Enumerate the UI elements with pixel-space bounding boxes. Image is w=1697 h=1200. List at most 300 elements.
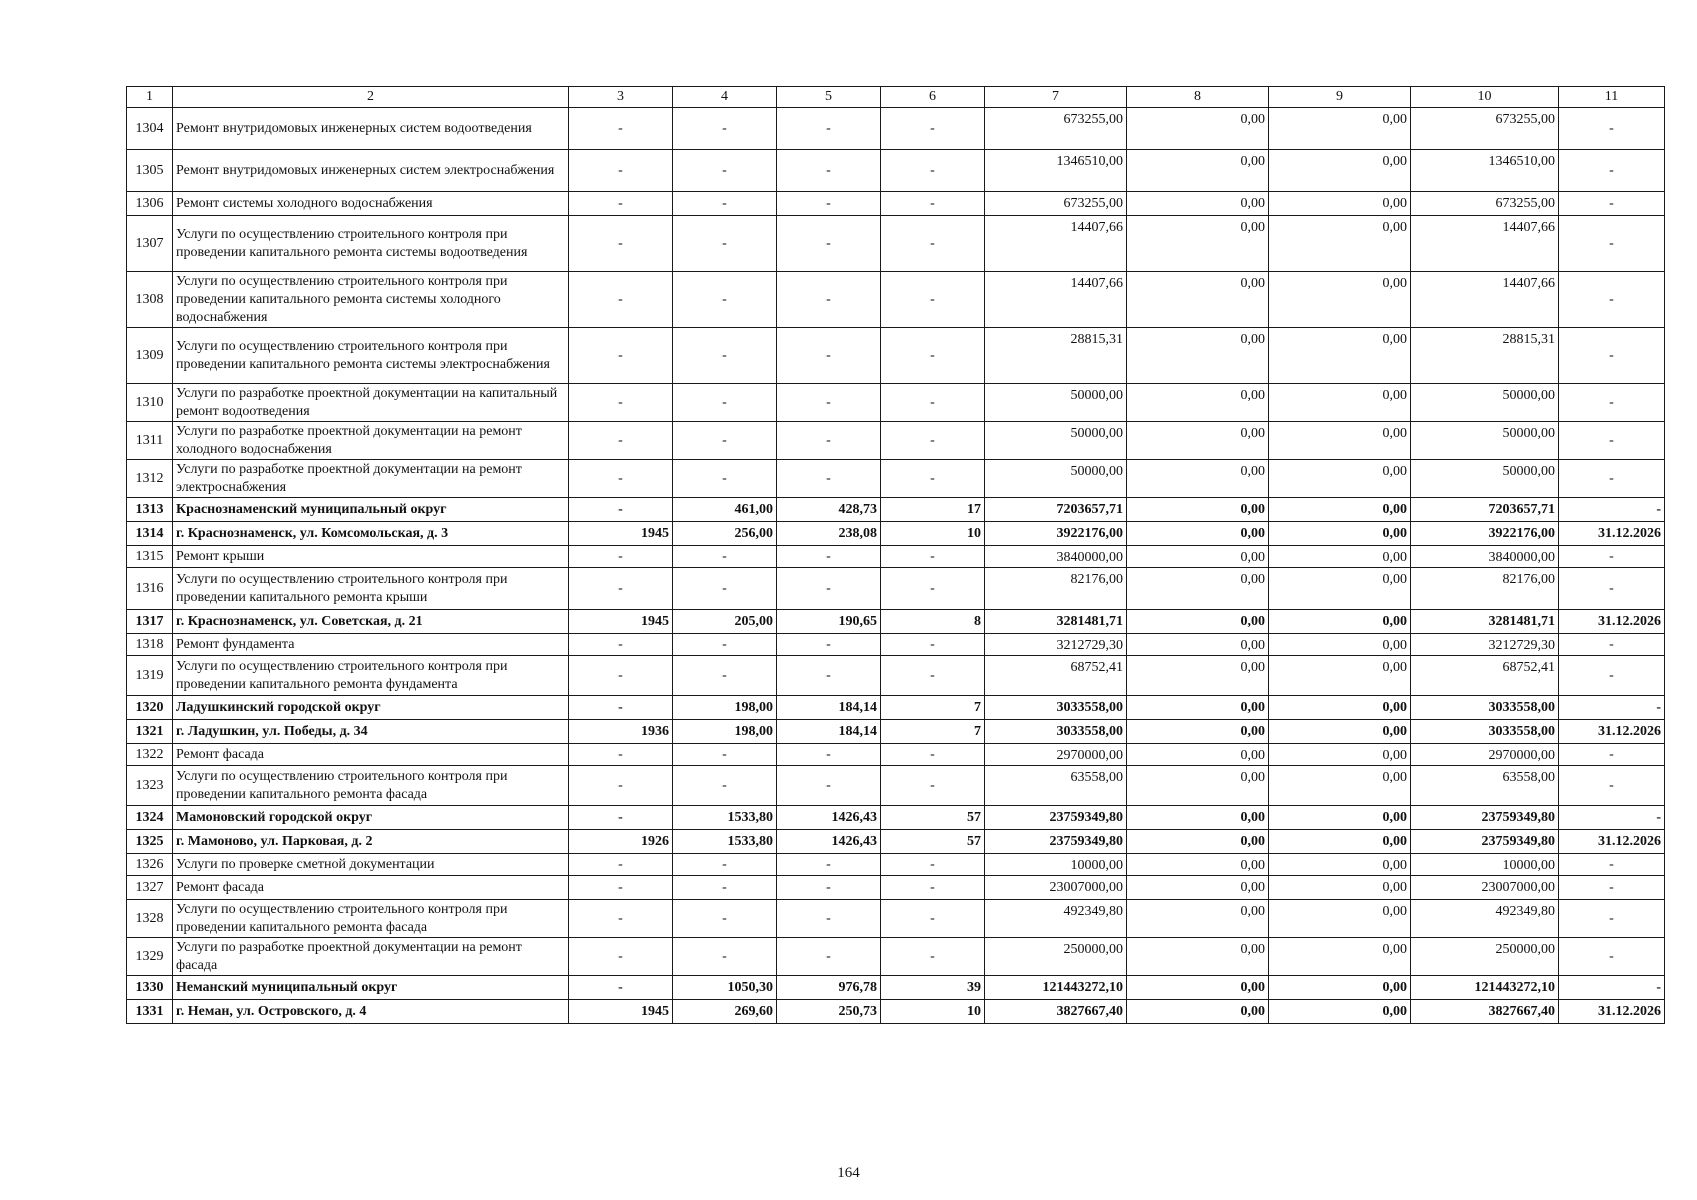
cell-area-total: - [673, 108, 777, 150]
cell-amount-9: 0,00 [1269, 328, 1411, 384]
cell-area-living: 238,08 [777, 522, 881, 546]
row-number: 1313 [127, 498, 173, 522]
cell-count: - [881, 744, 985, 766]
cell-amount-total: 82176,00 [985, 568, 1127, 610]
cell-area-total: - [673, 216, 777, 272]
cell-amount-total: 121443272,10 [985, 976, 1127, 1000]
cell-area-living: 190,65 [777, 610, 881, 634]
cell-deadline: - [1559, 938, 1665, 976]
table-row [127, 216, 1665, 272]
column-header: 4 [673, 87, 777, 108]
cell-deadline: 31.12.2026 [1559, 720, 1665, 744]
cell-year: - [569, 900, 673, 938]
column-header: 11 [1559, 87, 1665, 108]
cell-amount-10: 50000,00 [1411, 422, 1559, 460]
table-row [127, 522, 1665, 546]
row-name: Услуги по разработке проектной документации на ремонт электроснабжения [173, 460, 569, 498]
cell-deadline: 31.12.2026 [1559, 1000, 1665, 1024]
cell-amount-9: 0,00 [1269, 720, 1411, 744]
column-header: 10 [1411, 87, 1559, 108]
cell-amount-10: 2970000,00 [1411, 744, 1559, 766]
cell-area-living: - [777, 854, 881, 876]
cell-amount-9: 0,00 [1269, 498, 1411, 522]
table-row [127, 384, 1665, 422]
row-name: Краснознаменский муниципальный округ [173, 498, 569, 522]
table-row [127, 976, 1665, 1000]
table-row [127, 830, 1665, 854]
cell-year: - [569, 634, 673, 656]
table-row [127, 854, 1665, 876]
cell-amount-8: 0,00 [1127, 422, 1269, 460]
cell-area-total: - [673, 546, 777, 568]
table-row [127, 938, 1665, 976]
row-name: Ремонт системы холодного водоснабжения [173, 192, 569, 216]
row-name: г. Краснознаменск, ул. Советская, д. 21 [173, 610, 569, 634]
table-row [127, 766, 1665, 806]
row-name: Ремонт фундамента [173, 634, 569, 656]
cell-count: 10 [881, 522, 985, 546]
cell-amount-8: 0,00 [1127, 460, 1269, 498]
cell-amount-10: 10000,00 [1411, 854, 1559, 876]
table-row [127, 328, 1665, 384]
cell-count: - [881, 328, 985, 384]
cell-amount-total: 1346510,00 [985, 150, 1127, 192]
cell-area-total: 1533,80 [673, 830, 777, 854]
cell-deadline: - [1559, 656, 1665, 696]
row-number: 1306 [127, 192, 173, 216]
cell-amount-9: 0,00 [1269, 900, 1411, 938]
cell-area-living: 1426,43 [777, 830, 881, 854]
cell-amount-9: 0,00 [1269, 634, 1411, 656]
table-row [127, 634, 1665, 656]
cell-area-total: - [673, 744, 777, 766]
cell-area-living: - [777, 938, 881, 976]
cell-year: - [569, 546, 673, 568]
cell-area-total: 198,00 [673, 720, 777, 744]
row-name: Ремонт фасада [173, 744, 569, 766]
cell-area-living: - [777, 328, 881, 384]
cell-area-living: - [777, 192, 881, 216]
row-name: Неманский муниципальный округ [173, 976, 569, 1000]
cell-count: 39 [881, 976, 985, 1000]
cell-amount-10: 492349,80 [1411, 900, 1559, 938]
cell-deadline: - [1559, 328, 1665, 384]
cell-amount-8: 0,00 [1127, 1000, 1269, 1024]
row-number: 1322 [127, 744, 173, 766]
cell-area-living: - [777, 568, 881, 610]
cell-count: - [881, 568, 985, 610]
cell-deadline: - [1559, 498, 1665, 522]
row-number: 1330 [127, 976, 173, 1000]
cell-amount-8: 0,00 [1127, 384, 1269, 422]
row-name: Услуги по разработке проектной документации на ремонт холодного водоснабжения [173, 422, 569, 460]
cell-deadline: - [1559, 876, 1665, 900]
cell-amount-10: 23759349,80 [1411, 806, 1559, 830]
cell-area-living: - [777, 656, 881, 696]
cell-amount-9: 0,00 [1269, 216, 1411, 272]
row-name: Услуги по проверке сметной документации [173, 854, 569, 876]
cell-year: - [569, 806, 673, 830]
row-name: Услуги по осуществлению строительного контроля при проведении капитального ремонта системы водоотведения [173, 216, 569, 272]
cell-deadline: - [1559, 696, 1665, 720]
row-name: г. Краснознаменск, ул. Комсомольская, д. 3 [173, 522, 569, 546]
cell-area-total: - [673, 876, 777, 900]
cell-area-living: - [777, 384, 881, 422]
row-number: 1320 [127, 696, 173, 720]
header-row [127, 87, 1665, 108]
cell-amount-total: 673255,00 [985, 192, 1127, 216]
cell-deadline: - [1559, 422, 1665, 460]
cell-amount-9: 0,00 [1269, 108, 1411, 150]
cell-year: - [569, 328, 673, 384]
row-name: Услуги по осуществлению строительного контроля при проведении капитального ремонта крыши [173, 568, 569, 610]
cell-area-total: - [673, 460, 777, 498]
row-number: 1331 [127, 1000, 173, 1024]
cell-deadline: - [1559, 766, 1665, 806]
cell-amount-9: 0,00 [1269, 876, 1411, 900]
cell-amount-total: 23759349,80 [985, 830, 1127, 854]
row-name: г. Ладушкин, ул. Победы, д. 34 [173, 720, 569, 744]
cell-amount-10: 121443272,10 [1411, 976, 1559, 1000]
cell-deadline: 31.12.2026 [1559, 522, 1665, 546]
cell-count: 7 [881, 696, 985, 720]
cell-area-total: - [673, 568, 777, 610]
cell-area-living: - [777, 634, 881, 656]
cell-area-total: - [673, 938, 777, 976]
cell-amount-total: 3922176,00 [985, 522, 1127, 546]
cell-area-living: - [777, 744, 881, 766]
row-number: 1321 [127, 720, 173, 744]
cell-amount-9: 0,00 [1269, 830, 1411, 854]
cell-amount-10: 3922176,00 [1411, 522, 1559, 546]
cell-amount-10: 50000,00 [1411, 460, 1559, 498]
cell-count: - [881, 150, 985, 192]
cell-count: - [881, 216, 985, 272]
cell-amount-8: 0,00 [1127, 806, 1269, 830]
cell-deadline: - [1559, 192, 1665, 216]
cell-area-total: 461,00 [673, 498, 777, 522]
cell-area-total: 1533,80 [673, 806, 777, 830]
row-number: 1317 [127, 610, 173, 634]
table-row [127, 192, 1665, 216]
row-number: 1324 [127, 806, 173, 830]
cell-amount-10: 673255,00 [1411, 192, 1559, 216]
cell-amount-10: 1346510,00 [1411, 150, 1559, 192]
cell-amount-total: 7203657,71 [985, 498, 1127, 522]
cell-area-living: 428,73 [777, 498, 881, 522]
cell-amount-10: 3033558,00 [1411, 696, 1559, 720]
cell-amount-total: 2970000,00 [985, 744, 1127, 766]
cell-amount-10: 50000,00 [1411, 384, 1559, 422]
cell-area-living: - [777, 460, 881, 498]
cell-year: 1945 [569, 522, 673, 546]
cell-area-total: - [673, 192, 777, 216]
cell-area-living: - [777, 900, 881, 938]
row-name: Ремонт внутридомовых инженерных систем электроснабжения [173, 150, 569, 192]
table-row [127, 900, 1665, 938]
cell-amount-8: 0,00 [1127, 720, 1269, 744]
cell-amount-10: 82176,00 [1411, 568, 1559, 610]
row-name: Услуги по осуществлению строительного контроля при проведении капитального ремонта фасада [173, 766, 569, 806]
row-number: 1326 [127, 854, 173, 876]
cell-year: - [569, 854, 673, 876]
row-number: 1319 [127, 656, 173, 696]
cell-amount-9: 0,00 [1269, 976, 1411, 1000]
cell-count: 57 [881, 806, 985, 830]
cell-count: - [881, 938, 985, 976]
row-name: Услуги по разработке проектной документации на капитальный ремонт водоотведения [173, 384, 569, 422]
cell-deadline: - [1559, 854, 1665, 876]
cell-amount-10: 3033558,00 [1411, 720, 1559, 744]
cell-area-total: 205,00 [673, 610, 777, 634]
cell-year: 1945 [569, 1000, 673, 1024]
cell-amount-8: 0,00 [1127, 328, 1269, 384]
cell-amount-10: 63558,00 [1411, 766, 1559, 806]
cell-amount-8: 0,00 [1127, 766, 1269, 806]
row-number: 1315 [127, 546, 173, 568]
row-number: 1307 [127, 216, 173, 272]
cell-amount-8: 0,00 [1127, 696, 1269, 720]
cell-amount-8: 0,00 [1127, 876, 1269, 900]
row-number: 1323 [127, 766, 173, 806]
cell-year: - [569, 384, 673, 422]
cell-amount-9: 0,00 [1269, 854, 1411, 876]
row-number: 1310 [127, 384, 173, 422]
cell-area-living: 976,78 [777, 976, 881, 1000]
column-header: 7 [985, 87, 1127, 108]
cell-year: - [569, 272, 673, 328]
table-row [127, 568, 1665, 610]
cell-year: - [569, 656, 673, 696]
table-row [127, 656, 1665, 696]
cell-count: 10 [881, 1000, 985, 1024]
cell-amount-total: 50000,00 [985, 422, 1127, 460]
cell-amount-9: 0,00 [1269, 610, 1411, 634]
cell-amount-10: 3212729,30 [1411, 634, 1559, 656]
table-row [127, 806, 1665, 830]
row-number: 1312 [127, 460, 173, 498]
cell-deadline: - [1559, 272, 1665, 328]
cell-area-living: - [777, 546, 881, 568]
cell-amount-8: 0,00 [1127, 610, 1269, 634]
cell-amount-9: 0,00 [1269, 744, 1411, 766]
cell-amount-10: 3827667,40 [1411, 1000, 1559, 1024]
cell-area-living: 250,73 [777, 1000, 881, 1024]
cell-amount-10: 14407,66 [1411, 216, 1559, 272]
cell-amount-8: 0,00 [1127, 634, 1269, 656]
row-name: Услуги по осуществлению строительного контроля при проведении капитального ремонта фундамента [173, 656, 569, 696]
cell-count: - [881, 422, 985, 460]
table-row [127, 460, 1665, 498]
cell-amount-9: 0,00 [1269, 460, 1411, 498]
cell-count: 17 [881, 498, 985, 522]
cell-count: - [881, 108, 985, 150]
cell-year: - [569, 192, 673, 216]
cell-deadline: - [1559, 384, 1665, 422]
cell-amount-8: 0,00 [1127, 272, 1269, 328]
cell-amount-total: 50000,00 [985, 460, 1127, 498]
cell-amount-8: 0,00 [1127, 744, 1269, 766]
table-row [127, 876, 1665, 900]
cell-amount-9: 0,00 [1269, 1000, 1411, 1024]
cell-amount-9: 0,00 [1269, 546, 1411, 568]
cell-year: - [569, 976, 673, 1000]
table-row [127, 272, 1665, 328]
cell-amount-total: 3033558,00 [985, 720, 1127, 744]
cell-amount-10: 23007000,00 [1411, 876, 1559, 900]
cell-amount-10: 14407,66 [1411, 272, 1559, 328]
table-row [127, 610, 1665, 634]
cell-area-total: - [673, 766, 777, 806]
row-number: 1305 [127, 150, 173, 192]
cell-amount-8: 0,00 [1127, 568, 1269, 610]
cell-count: - [881, 272, 985, 328]
cell-amount-8: 0,00 [1127, 498, 1269, 522]
cell-area-total: - [673, 328, 777, 384]
cell-year: - [569, 422, 673, 460]
cell-area-living: 1426,43 [777, 806, 881, 830]
cell-amount-9: 0,00 [1269, 696, 1411, 720]
row-number: 1318 [127, 634, 173, 656]
table-row [127, 498, 1665, 522]
cell-area-living: 184,14 [777, 720, 881, 744]
cell-amount-8: 0,00 [1127, 108, 1269, 150]
cell-amount-total: 250000,00 [985, 938, 1127, 976]
cell-amount-10: 3281481,71 [1411, 610, 1559, 634]
row-name: Ремонт фасада [173, 876, 569, 900]
table-row [127, 720, 1665, 744]
table-row [127, 546, 1665, 568]
cell-deadline: - [1559, 976, 1665, 1000]
table-row [127, 150, 1665, 192]
cell-amount-total: 3281481,71 [985, 610, 1127, 634]
cell-amount-8: 0,00 [1127, 976, 1269, 1000]
cell-amount-total: 68752,41 [985, 656, 1127, 696]
column-header: 5 [777, 87, 881, 108]
cell-year: - [569, 498, 673, 522]
cell-deadline: - [1559, 634, 1665, 656]
cell-year: - [569, 696, 673, 720]
cell-amount-9: 0,00 [1269, 272, 1411, 328]
cell-year: - [569, 568, 673, 610]
table-body [127, 108, 1665, 1024]
column-header: 1 [127, 87, 173, 108]
cell-amount-total: 14407,66 [985, 216, 1127, 272]
cell-year: - [569, 108, 673, 150]
row-name: г. Мамоново, ул. Парковая, д. 2 [173, 830, 569, 854]
cell-amount-9: 0,00 [1269, 422, 1411, 460]
cell-amount-8: 0,00 [1127, 150, 1269, 192]
row-number: 1311 [127, 422, 173, 460]
cell-amount-10: 250000,00 [1411, 938, 1559, 976]
cell-amount-8: 0,00 [1127, 216, 1269, 272]
cell-amount-8: 0,00 [1127, 854, 1269, 876]
cell-deadline: - [1559, 150, 1665, 192]
row-number: 1309 [127, 328, 173, 384]
cell-amount-total: 673255,00 [985, 108, 1127, 150]
row-number: 1329 [127, 938, 173, 976]
cell-count: - [881, 900, 985, 938]
cell-area-living: - [777, 108, 881, 150]
cell-amount-total: 3840000,00 [985, 546, 1127, 568]
cell-area-living: - [777, 422, 881, 460]
cell-area-total: 256,00 [673, 522, 777, 546]
column-header: 9 [1269, 87, 1411, 108]
cell-deadline: - [1559, 568, 1665, 610]
cell-amount-total: 63558,00 [985, 766, 1127, 806]
cell-year: 1936 [569, 720, 673, 744]
cell-area-total: 269,60 [673, 1000, 777, 1024]
cell-area-total: - [673, 854, 777, 876]
cell-area-living: 184,14 [777, 696, 881, 720]
cell-amount-total: 23759349,80 [985, 806, 1127, 830]
cell-year: 1945 [569, 610, 673, 634]
cell-area-total: 198,00 [673, 696, 777, 720]
cell-amount-9: 0,00 [1269, 192, 1411, 216]
cell-area-living: - [777, 150, 881, 192]
table-row [127, 744, 1665, 766]
cell-amount-total: 14407,66 [985, 272, 1127, 328]
row-number: 1304 [127, 108, 173, 150]
row-name: Услуги по разработке проектной документации на ремонт фасада [173, 938, 569, 976]
row-name: Ладушкинский городской округ [173, 696, 569, 720]
cell-area-total: - [673, 634, 777, 656]
table-row [127, 696, 1665, 720]
cell-amount-10: 68752,41 [1411, 656, 1559, 696]
cell-count: - [881, 384, 985, 422]
cell-amount-total: 3033558,00 [985, 696, 1127, 720]
cell-count: - [881, 634, 985, 656]
cell-year: - [569, 876, 673, 900]
cell-amount-8: 0,00 [1127, 546, 1269, 568]
cell-amount-9: 0,00 [1269, 766, 1411, 806]
cell-deadline: 31.12.2026 [1559, 610, 1665, 634]
cell-deadline: - [1559, 900, 1665, 938]
cell-area-total: - [673, 900, 777, 938]
cell-amount-total: 10000,00 [985, 854, 1127, 876]
cell-count: 8 [881, 610, 985, 634]
row-name: Ремонт крыши [173, 546, 569, 568]
cell-area-total: - [673, 150, 777, 192]
cell-amount-total: 492349,80 [985, 900, 1127, 938]
cell-area-living: - [777, 216, 881, 272]
cell-amount-9: 0,00 [1269, 806, 1411, 830]
column-header: 2 [173, 87, 569, 108]
cell-area-living: - [777, 272, 881, 328]
cell-area-total: - [673, 272, 777, 328]
row-number: 1314 [127, 522, 173, 546]
row-name: Ремонт внутридомовых инженерных систем водоотведения [173, 108, 569, 150]
row-name: Услуги по осуществлению строительного контроля при проведении капитального ремонта системы электроснабжения [173, 328, 569, 384]
row-number: 1316 [127, 568, 173, 610]
table-row [127, 108, 1665, 150]
cell-amount-10: 7203657,71 [1411, 498, 1559, 522]
row-number: 1325 [127, 830, 173, 854]
cell-year: - [569, 938, 673, 976]
cell-amount-9: 0,00 [1269, 656, 1411, 696]
row-number: 1327 [127, 876, 173, 900]
row-name: Мамоновский городской округ [173, 806, 569, 830]
cell-deadline: - [1559, 546, 1665, 568]
cell-count: - [881, 854, 985, 876]
cell-deadline: - [1559, 806, 1665, 830]
cell-area-total: - [673, 656, 777, 696]
cell-year: - [569, 744, 673, 766]
cell-area-total: 1050,30 [673, 976, 777, 1000]
cell-year: - [569, 460, 673, 498]
cell-area-total: - [673, 384, 777, 422]
row-name: Услуги по осуществлению строительного контроля при проведении капитального ремонта фасада [173, 900, 569, 938]
